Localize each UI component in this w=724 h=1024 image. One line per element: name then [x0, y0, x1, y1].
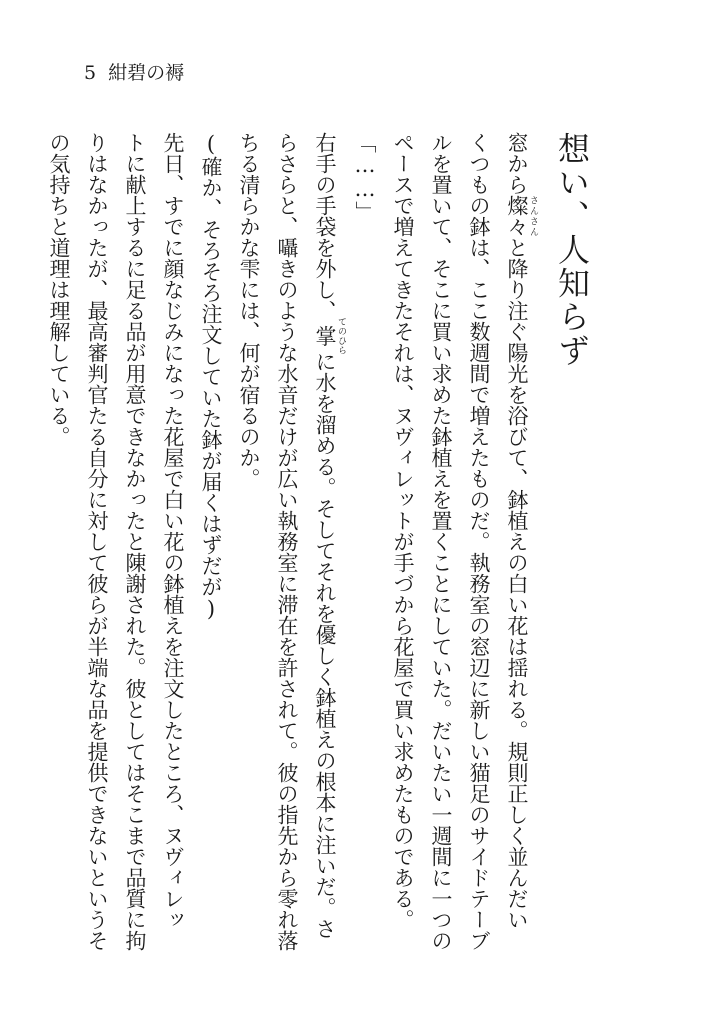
furigana: さんさん: [528, 195, 538, 237]
text-line-9: (確か、そろそろ注文していた鉢が届くはずだが): [199, 132, 223, 621]
text-line-11: トに献上するに足る品が用意できなかったと陳謝された。彼としてはそこまで品質に拘: [123, 132, 147, 951]
text-line-4: ペースで増えてきたそれは、ヌヴィレットが手づから花屋で買い求めたものである。: [391, 132, 415, 930]
text-line-5: 「……」: [353, 132, 377, 222]
text-line-3: ルを置いて、そこに買い求めた鉢植えを置くことにしていた。だいたい一週間に一つの: [429, 132, 453, 951]
text-line-6: 右手の手袋を外し、掌 てのひらに水を溜める。そしてそれを優しく鉢植えの根本に注いだ。さ: [313, 132, 346, 939]
running-header: [84, 58, 184, 88]
text-line-13: の気持ちと道理は理解している。: [47, 132, 71, 447]
text-line-12: りはなかったが、最高審判官たる自分に対して彼らが半端な品を提供できないというそ: [85, 132, 109, 951]
text-line-2: くつもの鉢は、ここ数週間で増えたものだ。執務室の窓辺に新しい猫足のサイドテーブ: [467, 132, 491, 951]
body-text: [40, 132, 538, 951]
book-title: 紺碧の褥: [108, 62, 185, 84]
page-number: 5: [84, 62, 97, 84]
text-line-10: 先日、すでに顔なじみになった花屋で白い花の鉢植えを注文したところ、ヌヴィレッ: [161, 132, 185, 930]
furigana: てのひら: [336, 317, 346, 355]
text-line-7: らさらと、囁きのような水音だけが広い執務室に滞在を許されて。彼の指先から零れ落: [275, 132, 299, 951]
chapter-title: 想い、人知らず: [553, 132, 591, 368]
text-line-8: ちる清らかな雫には、何が宿るのか。: [237, 132, 261, 489]
text-line-1: 窓から燦々 さんさんと降り注ぐ陽光を浴びて、鉢植えの白い花は揺れる。規則正しく並んだい: [505, 132, 538, 930]
